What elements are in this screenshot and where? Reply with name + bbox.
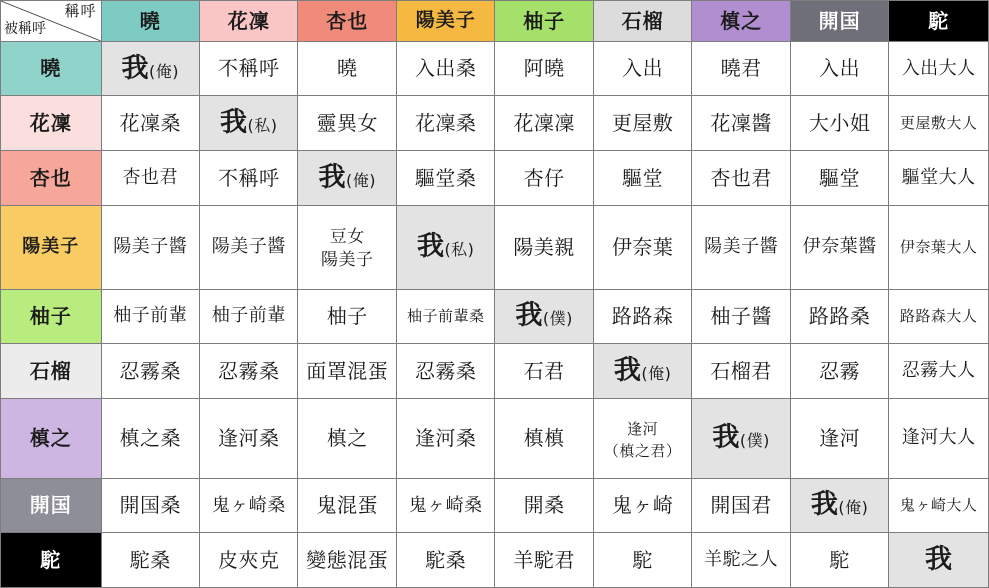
column-header-9: 駝 — [889, 1, 989, 42]
self-pronoun-main: 我 — [121, 52, 149, 84]
nickname-cell: 忍霧 — [790, 344, 888, 399]
nickname-cell: 羊駝君 — [495, 533, 593, 588]
self-pronoun-sub: (僕) — [739, 431, 770, 451]
nickname-cell: 柚子醬 — [692, 289, 790, 344]
matrix-corner-cell — [1, 1, 102, 42]
nickname-cell: 逢河大人 — [889, 398, 989, 478]
nickname-cell: 忍霧桑 — [101, 344, 199, 399]
row-header-4: 陽美子 — [1, 205, 102, 289]
nickname-cell — [593, 398, 691, 478]
nickname-cell: 陽美子醬 — [101, 205, 199, 289]
nickname-cell: 羊駝之人 — [692, 533, 790, 588]
nickname-cell: 鬼ヶ崎大人 — [889, 478, 989, 533]
self-reference-cell — [889, 533, 989, 588]
nickname-cell: 陽美子醬 — [199, 205, 297, 289]
nickname-cell: 駝桑 — [101, 533, 199, 588]
column-header-5: 柚子 — [495, 1, 593, 42]
self-reference-cell — [298, 151, 396, 206]
nickname-cell: 驅堂桑 — [396, 151, 494, 206]
table-row — [1, 344, 989, 399]
nickname-cell: 驅堂大人 — [889, 151, 989, 206]
nickname-cell: 更屋敷大人 — [889, 96, 989, 151]
nickname-cell: 路路桑 — [790, 289, 888, 344]
nickname-cell: 驅堂 — [593, 151, 691, 206]
nickname-cell: 路路森大人 — [889, 289, 989, 344]
nickname-cell: 入出桑 — [396, 41, 494, 96]
nickname-cell — [298, 205, 396, 289]
nickname-cell: 逢河桑 — [396, 398, 494, 478]
column-header-4: 陽美子 — [396, 1, 494, 42]
self-reference-cell — [199, 96, 297, 151]
self-reference-cell — [495, 289, 593, 344]
nickname-cell: 變態混蛋 — [298, 533, 396, 588]
row-header-1: 曉 — [1, 41, 102, 96]
self-pronoun-sub: (俺) — [345, 170, 376, 190]
table-row — [1, 205, 989, 289]
nickname-cell: 路路森 — [593, 289, 691, 344]
nickname-cell: 石君 — [495, 344, 593, 399]
nickname-cell: 伊奈葉大人 — [889, 205, 989, 289]
self-pronoun-main: 我 — [810, 489, 839, 521]
table-row — [1, 478, 989, 533]
nickname-text: 逢河 （槙之君） — [603, 419, 682, 461]
nickname-cell: 不稱呼 — [199, 41, 297, 96]
nickname-cell: 陽美子醬 — [692, 205, 790, 289]
row-header-8: 開国 — [1, 478, 102, 533]
nickname-cell: 杏也君 — [692, 151, 790, 206]
nickname-cell: 曉 — [298, 41, 396, 96]
row-header-5: 柚子 — [1, 289, 102, 344]
row-header-3: 杏也 — [1, 151, 102, 206]
nickname-cell: 開国君 — [692, 478, 790, 533]
nickname-cell: 花凜桑 — [396, 96, 494, 151]
nickname-cell: 大小姐 — [790, 96, 888, 151]
nickname-cell: 入出 — [790, 41, 888, 96]
corner-row-label: 被稱呼 — [4, 21, 46, 38]
self-pronoun-main: 我 — [515, 300, 543, 332]
nickname-cell: 駝 — [790, 533, 888, 588]
nickname-cell: 花凜桑 — [101, 96, 199, 151]
nickname-cell: 伊奈葉醬 — [790, 205, 888, 289]
self-pronoun-main: 我 — [712, 422, 740, 454]
matrix-header-row — [1, 1, 989, 42]
self-reference-cell — [790, 478, 888, 533]
nickname-cell: 花凜醬 — [692, 96, 790, 151]
corner-column-label: 稱呼 — [64, 2, 97, 20]
nickname-cell: 槙之桑 — [101, 398, 199, 478]
self-pronoun-sub: (俺) — [641, 363, 672, 383]
nickname-text: 豆女 陽美子 — [320, 226, 374, 271]
column-header-7: 槙之 — [692, 1, 790, 42]
nickname-cell: 杏也君 — [101, 151, 199, 206]
self-reference-cell — [101, 41, 199, 96]
column-header-2: 花凜 — [199, 1, 297, 42]
nickname-cell: 石榴君 — [692, 344, 790, 399]
self-pronoun-main: 我 — [613, 354, 642, 386]
row-header-2: 花凜 — [1, 96, 102, 151]
nickname-cell: 靈異女 — [298, 96, 396, 151]
nickname-cell: 入出大人 — [889, 41, 989, 96]
nickname-cell: 柚子 — [298, 289, 396, 344]
nickname-cell: 不稱呼 — [199, 151, 297, 206]
nickname-cell: 曉君 — [692, 41, 790, 96]
nickname-cell: 槙槙 — [495, 398, 593, 478]
nickname-cell: 柚子前輩 — [199, 289, 297, 344]
table-row — [1, 151, 989, 206]
column-header-1: 曉 — [101, 1, 199, 42]
nickname-cell: 更屋敷 — [593, 96, 691, 151]
self-pronoun-sub: (私) — [247, 116, 278, 136]
nickname-cell: 花凜凜 — [495, 96, 593, 151]
self-pronoun-main: 我 — [416, 231, 445, 262]
column-header-6: 石榴 — [593, 1, 691, 42]
nickname-cell: 開国桑 — [101, 478, 199, 533]
nickname-cell: 伊奈葉 — [593, 205, 691, 289]
table-row — [1, 533, 989, 588]
self-pronoun-main: 我 — [924, 544, 953, 576]
table-row — [1, 96, 989, 151]
nickname-cell: 杏仔 — [495, 151, 593, 206]
nickname-cell: 柚子前輩 — [101, 289, 199, 344]
nickname-cell: 陽美親 — [495, 205, 593, 289]
row-header-7: 槙之 — [1, 398, 102, 478]
self-pronoun-main: 我 — [219, 107, 248, 139]
column-header-3: 杏也 — [298, 1, 396, 42]
nickname-cell: 開桑 — [495, 478, 593, 533]
nickname-cell: 入出 — [593, 41, 691, 96]
nickname-cell: 忍霧大人 — [889, 344, 989, 399]
nickname-cell: 驅堂 — [790, 151, 888, 206]
nickname-cell: 阿曉 — [495, 41, 593, 96]
row-header-9: 駝 — [1, 533, 102, 588]
nickname-cell: 忍霧桑 — [396, 344, 494, 399]
nickname-cell: 逢河 — [790, 398, 888, 478]
nickname-cell: 鬼ヶ崎 — [593, 478, 691, 533]
nickname-cell: 鬼ヶ崎桑 — [199, 478, 297, 533]
table-row — [1, 398, 989, 478]
self-reference-cell — [692, 398, 790, 478]
nickname-cell: 槙之 — [298, 398, 396, 478]
nickname-cell: 駝 — [593, 533, 691, 588]
self-pronoun-main: 我 — [318, 161, 346, 193]
nickname-cell: 逢河桑 — [199, 398, 297, 478]
column-header-8: 開国 — [790, 1, 888, 42]
row-header-6: 石榴 — [1, 344, 102, 399]
self-pronoun-sub: (俺) — [838, 498, 869, 518]
nickname-cell: 柚子前輩桑 — [396, 289, 494, 344]
self-reference-cell — [396, 205, 494, 289]
nickname-cell: 駝桑 — [396, 533, 494, 588]
nickname-cell: 面罩混蛋 — [298, 344, 396, 399]
nickname-cell: 鬼ヶ崎桑 — [396, 478, 494, 533]
self-pronoun-sub: (僕) — [542, 309, 573, 329]
nickname-cell: 皮夾克 — [199, 533, 297, 588]
nickname-cell: 鬼混蛋 — [298, 478, 396, 533]
self-pronoun-sub: (俺) — [148, 61, 179, 81]
table-row — [1, 41, 989, 96]
self-pronoun-sub: (私) — [444, 240, 475, 259]
nickname-cell: 忍霧桑 — [199, 344, 297, 399]
self-reference-cell — [593, 344, 691, 399]
table-row — [1, 289, 989, 344]
